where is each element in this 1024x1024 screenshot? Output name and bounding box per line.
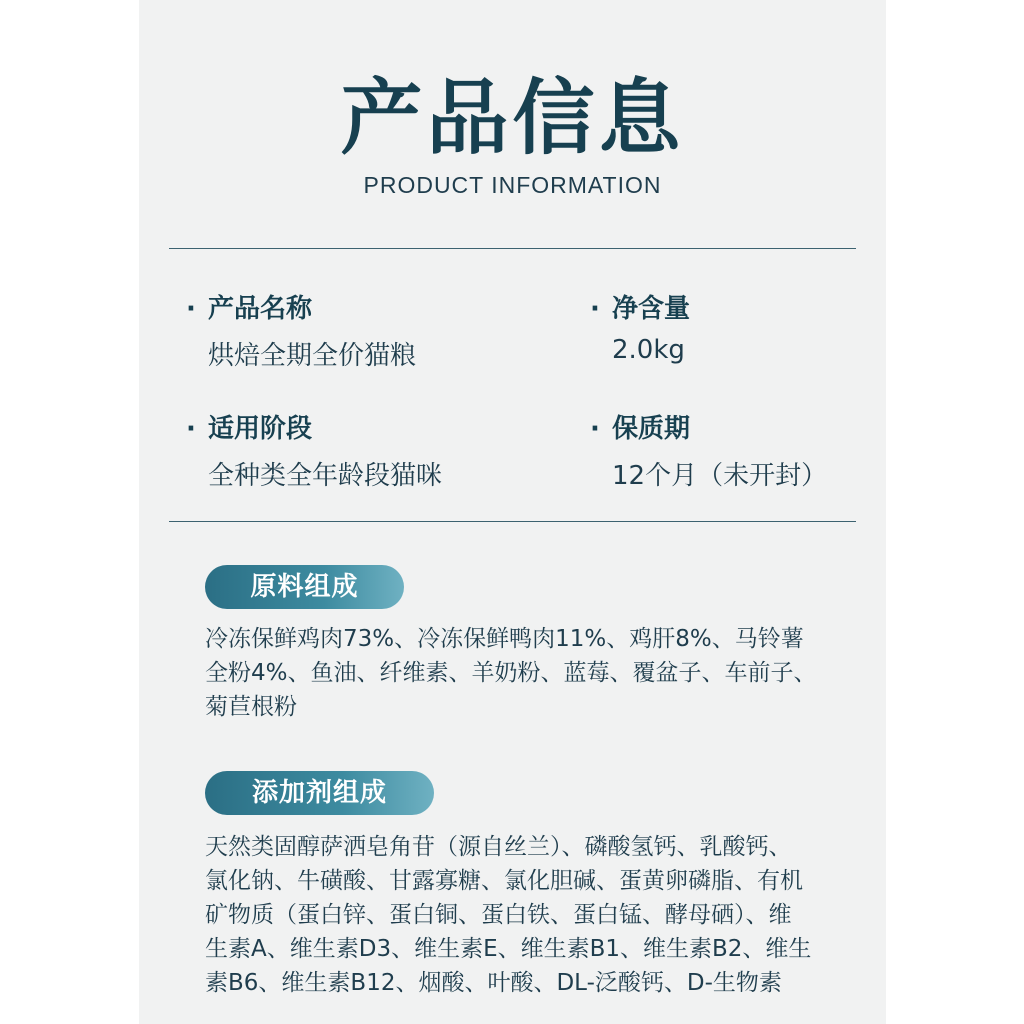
page-subtitle: PRODUCT INFORMATION: [363, 172, 662, 198]
spec-label: · 产品名称: [186, 294, 313, 324]
additives-text: [205, 830, 837, 1000]
spec-value: 全种类全年龄段猫咪: [208, 461, 443, 491]
spec-label: · 保质期: [590, 414, 691, 444]
spec-value: 2.0kg: [612, 335, 685, 365]
spec-net-weight: [590, 288, 690, 365]
bullet-icon: ·: [186, 414, 196, 444]
additives-line: 矿物质（蛋白锌、蛋白铜、蛋白铁、蛋白锰、酵母硒）、维: [205, 902, 792, 928]
divider-bottom: [169, 521, 856, 522]
spec-label: · 净含量: [590, 294, 691, 324]
ingredients-text: [205, 622, 837, 724]
ingredients-line: 冷冻保鲜鸡肉73%、冷冻保鲜鸭肉11%、鸡肝8%、马铃薯: [205, 626, 804, 652]
spec-label: · 适用阶段: [186, 414, 313, 444]
additives-line: 天然类固醇萨洒皂角苷（源自丝兰）、磷酸氢钙、乳酸钙、: [205, 834, 792, 860]
additives-line: 氯化钠、牛磺酸、甘露寡糖、氯化胆碱、蛋黄卵磷脂、有机: [205, 868, 803, 894]
spec-value: 12个月（未开封）: [612, 461, 828, 491]
ingredients-heading: 原料组成: [205, 565, 404, 609]
bullet-icon: ·: [590, 294, 600, 324]
ingredients-line: 全粉4%、鱼油、纤维素、羊奶粉、蓝莓、覆盆子、车前子、: [205, 660, 817, 686]
spec-product-name: [186, 288, 416, 372]
bullet-icon: ·: [590, 414, 600, 444]
additives-heading: 添加剂组成: [205, 771, 434, 815]
spec-shelf-life: [590, 408, 827, 492]
divider-top: [169, 248, 856, 249]
page-title: 产品信息: [340, 71, 685, 166]
additives-line: 生素A、维生素D3、维生素E、维生素B1、维生素B2、维生: [205, 936, 812, 962]
bullet-icon: ·: [186, 294, 196, 324]
spec-stage: [186, 408, 442, 492]
spec-value: 烘焙全期全价猫粮: [208, 341, 417, 371]
additives-line: 素B6、维生素B12、烟酸、叶酸、DL-泛酸钙、D-生物素: [205, 970, 782, 996]
ingredients-line: 菊苣根粉: [205, 694, 297, 720]
